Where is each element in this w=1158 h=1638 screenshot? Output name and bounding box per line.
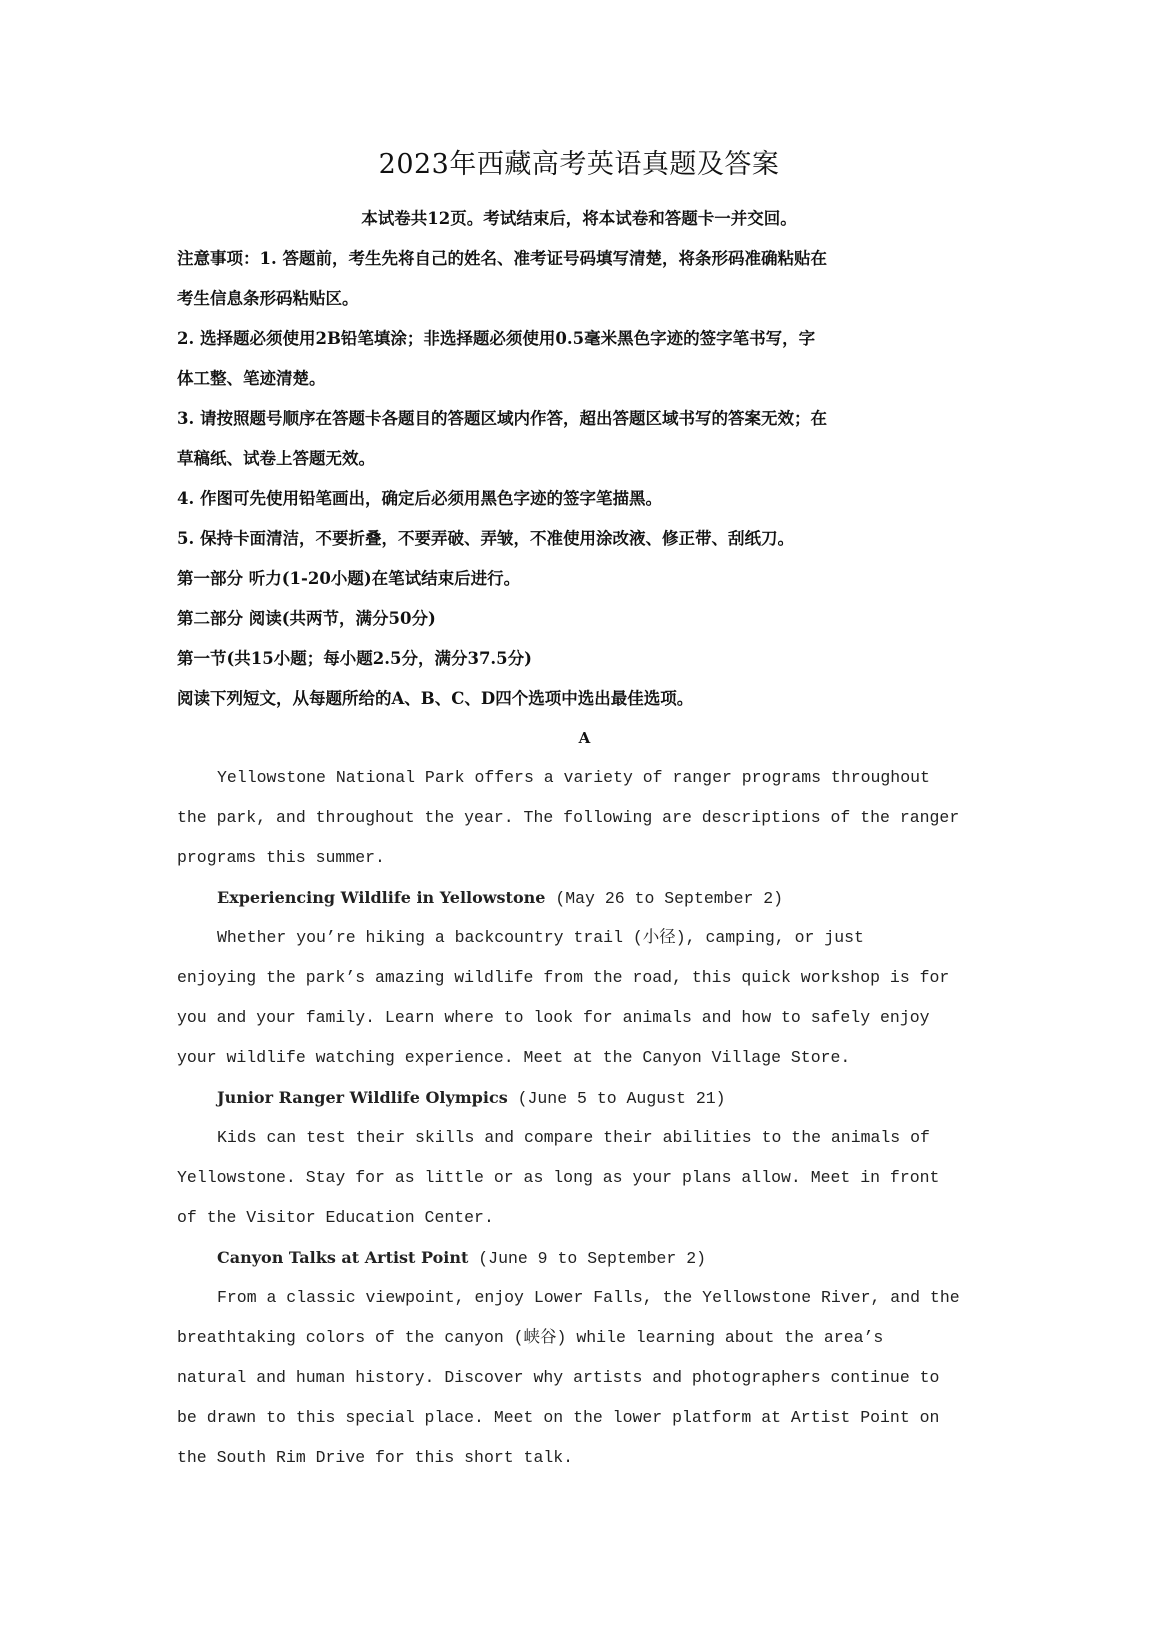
instruction-line: 体工整、笔迹清楚。 (177, 369, 326, 388)
instructions-block (177, 239, 982, 719)
exam-subtitle: 本试卷共12页。考试结束后，将本试卷和答题卡一并交回。 (361, 209, 797, 228)
instruction-line: 4. 作图可先使用铅笔画出，确定后必须用黑色字迹的签字笔描黑。 (177, 489, 662, 508)
program-text-line: you and your family. Learn where to look for animals and how to safely enjoy (177, 1008, 930, 1027)
section-heading: 第一节(共15小题；每小题2.5分，满分37.5分) (177, 649, 532, 668)
program-heading (177, 878, 992, 918)
section-heading: 第一部分 听力(1-20小题)在笔试结束后进行。 (177, 569, 521, 588)
program-text-line: your wildlife watching experience. Meet at the Canyon Village Store. (177, 1048, 851, 1067)
program-text-line: natural and human history. Discover why artists and photographers continue to (177, 1368, 940, 1387)
reading-instruction: 阅读下列短文，从每题所给的A、B、C、D四个选项中选出最佳选项。 (177, 689, 694, 708)
instruction-line: 3. 请按照题号顺序在答题卡各题目的答题区域内作答，超出答题区域书写的答案无效；在 (177, 409, 827, 428)
program-text-line: breathtaking colors of the canyon (峡谷) while learning about the area’s (177, 1328, 884, 1347)
program-text-line: Whether you’re hiking a backcountry trail (小径), camping, or just (217, 928, 864, 947)
program-dates: (May 26 to September 2) (545, 889, 784, 908)
passage-intro-line: the park, and throughout the year. The following are descriptions of the ranger (177, 808, 960, 827)
program-dates: (June 9 to September 2) (468, 1249, 707, 1268)
program-text-line: Kids can test their skills and compare their abilities to the animals of (217, 1128, 930, 1147)
program-text-line: be drawn to this special place. Meet on the lower platform at Artist Point on (177, 1408, 940, 1427)
passage-a (177, 718, 992, 1478)
program-title: Experiencing Wildlife in Yellowstone (217, 888, 546, 907)
program-text-line: From a classic viewpoint, enjoy Lower Falls, the Yellowstone River, and the (217, 1288, 960, 1307)
passage-intro-line: programs this summer. (177, 848, 385, 867)
instruction-line: 草稿纸、试卷上答题无效。 (177, 449, 375, 468)
instruction-line: 考生信息条形码粘贴区。 (177, 289, 359, 308)
program-heading (177, 1078, 992, 1118)
instruction-line: 2. 选择题必须使用2B铅笔填涂；非选择题必须使用0.5毫米黑色字迹的签字笔书写，字 (177, 329, 816, 348)
page-title: 2023年西藏高考英语真题及答案 (378, 149, 780, 180)
program-dates: (June 5 to August 21) (507, 1089, 726, 1108)
passage-label: A (578, 729, 591, 747)
program-title: Canyon Talks at Artist Point (217, 1248, 469, 1267)
program-text-line: Yellowstone. Stay for as little or as long as your plans allow. Meet in front (177, 1168, 940, 1187)
passage-intro-line: Yellowstone National Park offers a variety of ranger programs throughout (217, 768, 930, 787)
program-text-line: enjoying the park’s amazing wildlife from the road, this quick workshop is for (177, 968, 950, 987)
section-heading: 第二部分 阅读(共两节，满分50分) (177, 609, 436, 628)
program-text-line: of the Visitor Education Center. (177, 1208, 494, 1227)
program-text-line: the South Rim Drive for this short talk. (177, 1448, 574, 1467)
instruction-line: 注意事项：1. 答题前，考生先将自己的姓名、准考证号码填写清楚，将条形码准确粘贴在 (177, 249, 827, 268)
program-title: Junior Ranger Wildlife Olympics (217, 1088, 508, 1107)
program-heading (177, 1238, 992, 1278)
instruction-line: 5. 保持卡面清洁，不要折叠，不要弄破、弄皱，不准使用涂改液、修正带、刮纸刀。 (177, 529, 794, 548)
